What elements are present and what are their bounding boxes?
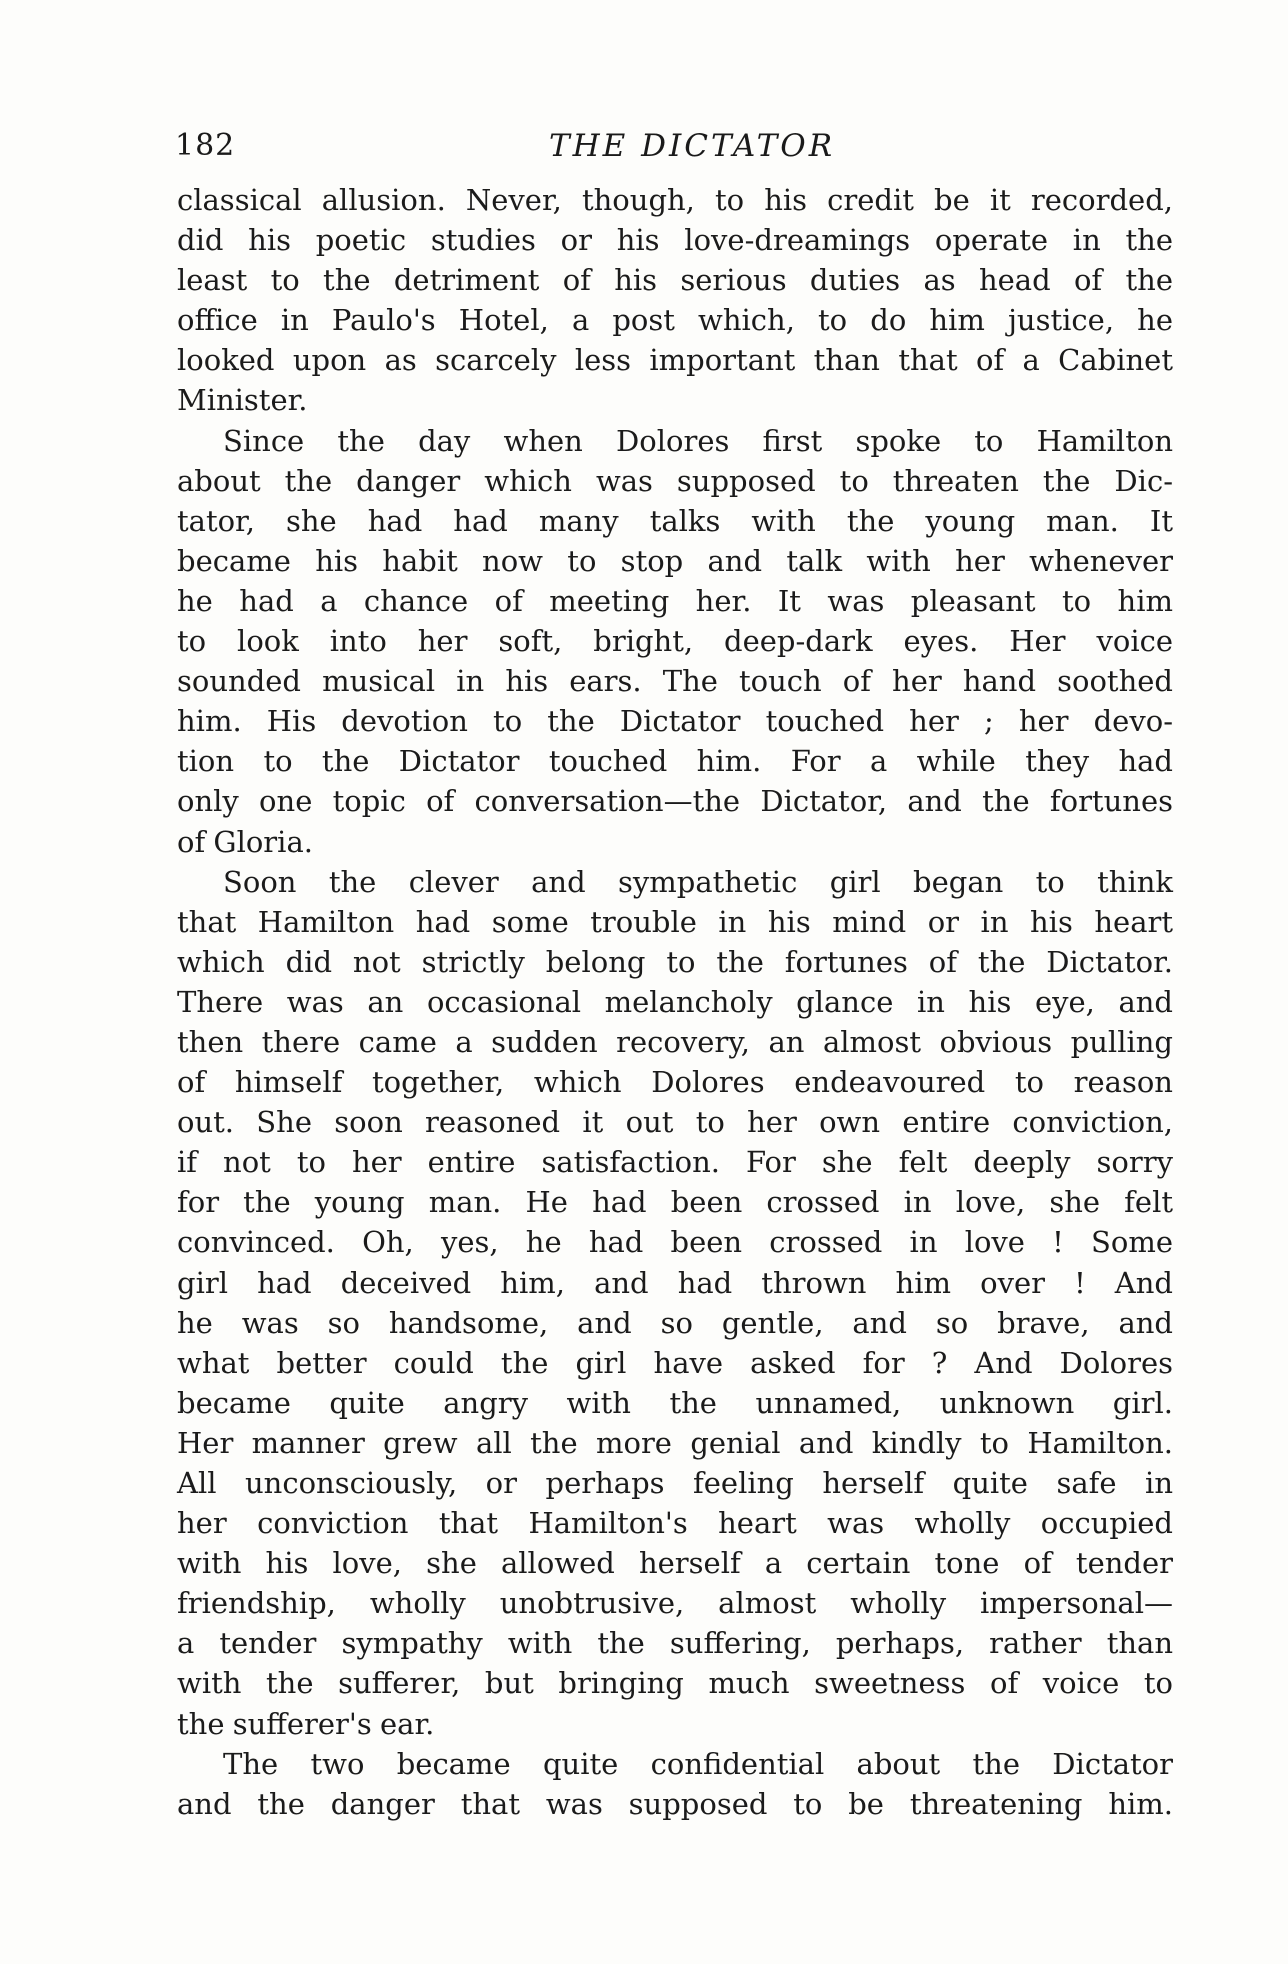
- text-line: Minister.: [177, 383, 308, 418]
- text-line: and the danger that was supposed to be threatening him.: [177, 1786, 1173, 1821]
- text-line: about the danger which was supposed to threaten the Dic-: [177, 463, 1173, 498]
- paragraph-4: [177, 1744, 1173, 1824]
- text-line: of himself together, which Dolores endeavoured to reason: [177, 1065, 1173, 1100]
- text-line: he was so handsome, and so gentle, and so brave, and: [177, 1305, 1173, 1340]
- text-line: tator, she had had many talks with the young man. It: [177, 503, 1173, 538]
- text-line: for the young man. He had been crossed in love, she felt: [177, 1185, 1173, 1220]
- text-line: that Hamilton had some trouble in his mind or in his heart: [177, 904, 1173, 939]
- text-line: if not to her entire satisfaction. For she felt deeply sorry: [177, 1145, 1173, 1180]
- text-line: what better could the girl have asked for ? And Dolores: [177, 1345, 1173, 1380]
- text-line: Her manner grew all the more genial and kindly to Hamilton.: [177, 1425, 1173, 1460]
- text-line: friendship, wholly unobtrusive, almost wholly impersonal—: [177, 1586, 1173, 1621]
- text-line: only one topic of conversation—the Dictator, and the fortunes: [177, 784, 1173, 819]
- page-number: 182: [175, 128, 236, 163]
- text-line: with the sufferer, but bringing much sweetness of voice to: [177, 1666, 1173, 1701]
- running-header: [175, 128, 1169, 176]
- text-line: office in Paulo's Hotel, a post which, to do him justice, he: [177, 303, 1173, 338]
- text-line: tion to the Dictator touched him. For a while they had: [177, 744, 1173, 779]
- text-line: sounded musical in his ears. The touch of her hand soothed: [177, 664, 1173, 699]
- text-line: of Gloria.: [177, 824, 313, 859]
- text-line: convinced. Oh, yes, he had been crossed in love ! Some: [177, 1225, 1173, 1260]
- text-line: looked upon as scarcely less important than that of a Cabinet: [177, 343, 1173, 378]
- text-line: then there came a sudden recovery, an almost obvious pulling: [177, 1024, 1173, 1059]
- body-text: [177, 180, 1173, 1824]
- text-line: her conviction that Hamilton's heart was wholly occupied: [177, 1506, 1173, 1541]
- running-title: THE DICTATOR: [548, 128, 836, 164]
- text-line: girl had deceived him, and had thrown him over ! And: [177, 1265, 1173, 1300]
- text-line: out. She soon reasoned it out to her own entire conviction,: [177, 1105, 1173, 1140]
- text-line: a tender sympathy with the suffering, perhaps, rather than: [177, 1626, 1173, 1661]
- text-line: the sufferer's ear.: [177, 1706, 435, 1741]
- text-line: with his love, she allowed herself a certain tone of tender: [177, 1546, 1173, 1581]
- text-line: All unconsciously, or perhaps feeling herself quite safe in: [177, 1466, 1173, 1500]
- paragraph-2: [177, 421, 1173, 862]
- text-line: least to the detriment of his serious duties as head of the: [177, 263, 1173, 298]
- paragraph-1: [177, 180, 1173, 421]
- text-line: him. His devotion to the Dictator touched her ; her devo-: [177, 704, 1173, 739]
- text-line: Since the day when Dolores first spoke to Hamilton: [223, 423, 1173, 458]
- paragraph-3: [177, 862, 1173, 1744]
- text-line: There was an occasional melancholy glance in his eye, and: [177, 984, 1173, 1019]
- text-line: which did not strictly belong to the fortunes of the Dictator.: [177, 944, 1173, 979]
- text-line: The two became quite confidential about the Dictator: [223, 1746, 1173, 1781]
- text-line: classical allusion. Never, though, to his credit be it recorded,: [177, 183, 1173, 217]
- text-line: became his habit now to stop and talk with her whenever: [177, 543, 1173, 578]
- text-line: did his poetic studies or his love-dreamings operate in the: [177, 223, 1173, 258]
- text-line: to look into her soft, bright, deep-dark eyes. Her voice: [177, 624, 1173, 659]
- text-line: Soon the clever and sympathetic girl began to think: [223, 864, 1173, 899]
- text-line: he had a chance of meeting her. It was pleasant to him: [177, 583, 1173, 618]
- text-line: became quite angry with the unnamed, unknown girl.: [177, 1385, 1173, 1420]
